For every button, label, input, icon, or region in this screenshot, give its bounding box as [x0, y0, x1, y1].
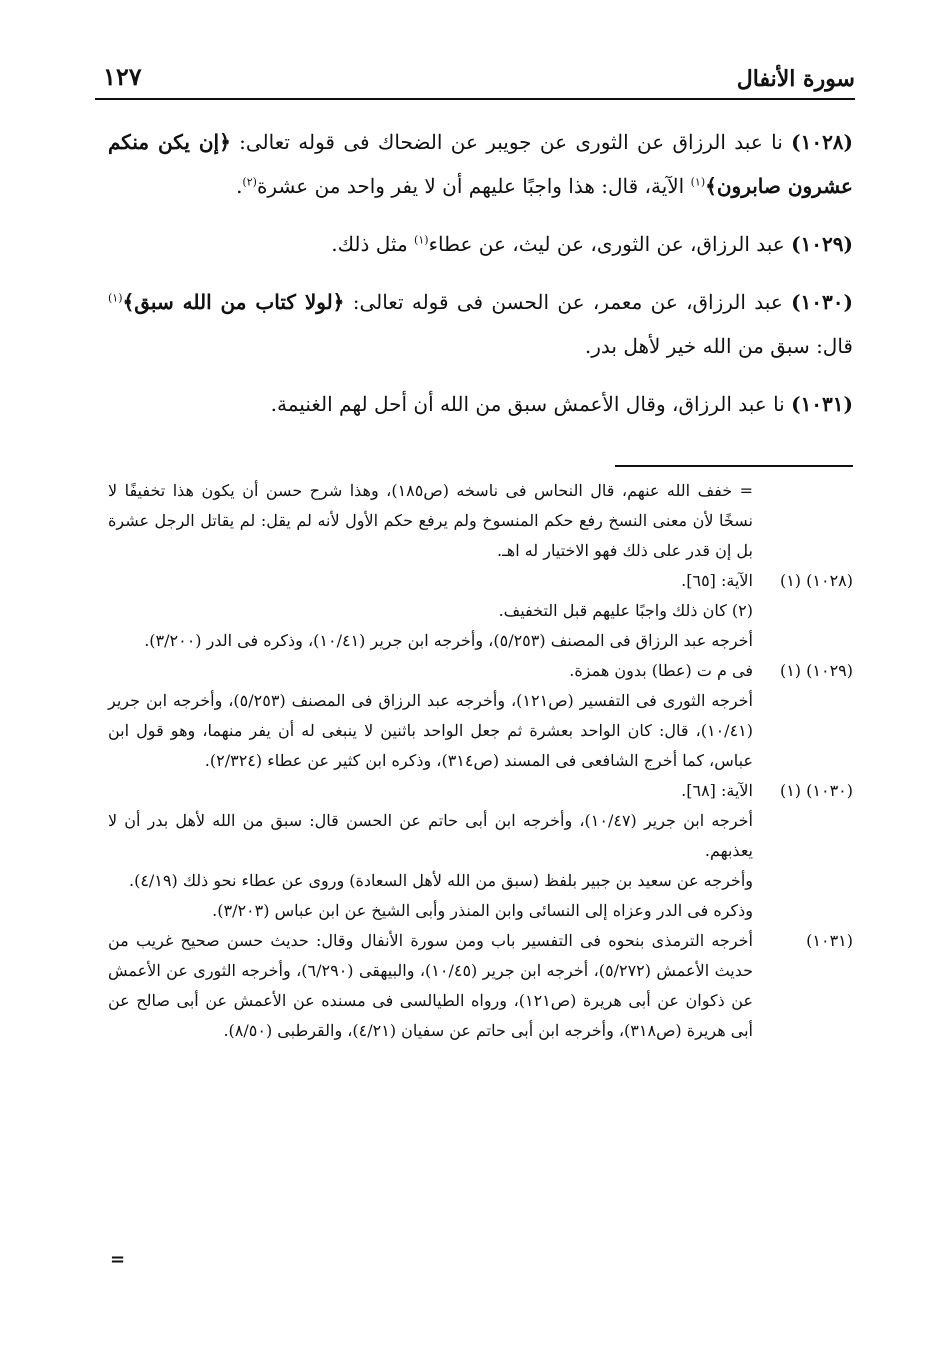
narration-number: (١٠٣١)	[791, 392, 853, 416]
footnote-1031: (١٠٣١) أخرجه الترمذى بنحوه فى التفسير باب ومن سورة الأنفال وقال: حديث حسن صحيح غريب من حديث الأعمش (٥/٢٧٢)، أخرجه ابن جرير (١٠/٤٥)، والبيهقى (٦/٢٩٠)، وأخرجه الثورى عن الأعمش عن ذكوان عن أبى هريرة (ص١٢١)، ورواه الطيالسى فى مسنده عن الأعمش عن أبى صالح عن أبى هريرة (ص٣١٨)، وأخرجه ابن أبى حاتم عن سفيان (٤/٢١)، والقرطبى (٨/٥٠).	[108, 926, 853, 1046]
footnote-label: (١٠٢٨) (١)	[779, 571, 853, 590]
continuation-mark: =	[110, 1249, 126, 1270]
footnote-text: أخرجه ابن جرير (١٠/٤٧)، وأخرجه ابن أبى حاتم عن الحسن قال: سبق من الله لأهل بدر أن لا يعذبهم.	[108, 811, 753, 860]
footnote-label: (١٠٣١)	[806, 931, 853, 950]
footnote-ref: (١)	[414, 233, 429, 247]
footnote-label: (١٠٣٠) (١)	[779, 781, 853, 800]
narration-number: (١٠٢٩)	[791, 232, 853, 256]
footnotes	[108, 476, 853, 1046]
narration-1030: (١٠٣٠) عبد الرزاق، عن معمر، عن الحسن فى قوله تعالى: ﴿لولا كتاب من الله سبق﴾$^{(١)}$ قال: سبق من الله خير لأهل بدر.	[108, 290, 853, 358]
quran-quote: ﴿لولا كتاب من الله سبق﴾	[122, 290, 345, 314]
main-text	[108, 120, 853, 440]
page-number: ١٢٧	[103, 62, 142, 91]
footnote-ref: (٢)	[242, 175, 257, 189]
footnote-1028: (١٠٢٨) (١) الآية: [٦٥].	[108, 566, 853, 596]
narration-number: (١٠٣٠)	[791, 290, 853, 314]
footnote-1029: (١٠٢٩) (١) فى م ت (عطا) بدون همزة.	[108, 656, 853, 686]
footnote-text: وأخرجه عن سعيد بن جبير بلفظ (سبق من الله لأهل السعادة) وروى عن عطاء نحو ذلك (٤/١٩).	[128, 871, 753, 890]
footnote-text: وذكره فى الدر وعزاه إلى النسائى وابن المنذر وأبى الشيخ عن ابن عباس (٣/٢٠٣).	[212, 901, 753, 920]
footnote-label: (١٠٢٩) (١)	[779, 661, 853, 680]
narration-1031: (١٠٣١) نا عبد الرزاق، وقال الأعمش سبق من الله أن أحل لهم الغنيمة.	[270, 392, 853, 416]
footnote-ref: (١)	[108, 291, 123, 305]
footnote-text: أخرجه الثورى فى التفسير (ص١٢١)، وأخرجه عبد الرزاق فى المصنف (٥/٢٥٣)، وأخرجه ابن جرير (١٠/٤١)، قال: كان الواحد بعشرة ثم جعل الواحد باثنين لا ينبغى له أن يفر منهما، وهو قول ابن عباس، كما أخرج الشافعى فى المسند (ص٣١٤)، وذكره ابن كثير عن عطاء (٢/٣٢٤).	[108, 691, 753, 770]
footnote-ref: (١)	[690, 175, 706, 189]
footnote-text: (٢) كان ذلك واجبًا عليهم قبل التخفيف.	[498, 601, 753, 620]
header-rule	[95, 98, 855, 100]
narration-1028: (١٠٢٨) نا عبد الرزاق عن الثورى عن جويبر عن الضحاك فى قوله تعالى: ﴿إن يكن منكم عشرون صابرون﴾$^{(١)}$ الآية، قال: هذا واجبًا عليهم أن لا يفر واحد من عشرة$^{(٢)}$.	[108, 130, 854, 198]
quran-quote: ﴿إن يكن منكم عشرون صابرون﴾	[108, 130, 853, 198]
footnote-1030: (١٠٣٠) (١) الآية: [٦٨].	[108, 776, 853, 806]
page-header	[95, 58, 855, 98]
narration-number: (١٠٢٨)	[791, 130, 854, 154]
footnote-continuation: = خفف الله عنهم، قال النحاس فى ناسخه (ص١٨٥)، وهذا شرح حسن أن يكون هذا تخفيفًا لا نسخًا لأن معنى النسخ رفع حكم المنسوخ ولم يرفع حكم الأول لأنه لم يقل: لم يقاتل الرجل عشرة بل إن قدر على ذلك فهو الاختيار له اهـ.	[108, 481, 753, 560]
footnote-text: أخرجه عبد الرزاق فى المصنف (٥/٢٥٣)، وأخرجه ابن جرير (١٠/٤١)، وذكره فى الدر (٣/٢٠٠).	[144, 631, 753, 650]
surah-title: سورة الأنفال	[736, 66, 855, 92]
narration-1029: (١٠٢٩) عبد الرزاق، عن الثورى، عن ليث، عن عطاء$^{(١)}$ مثل ذلك.	[331, 232, 853, 256]
footnote-separator	[615, 465, 853, 467]
